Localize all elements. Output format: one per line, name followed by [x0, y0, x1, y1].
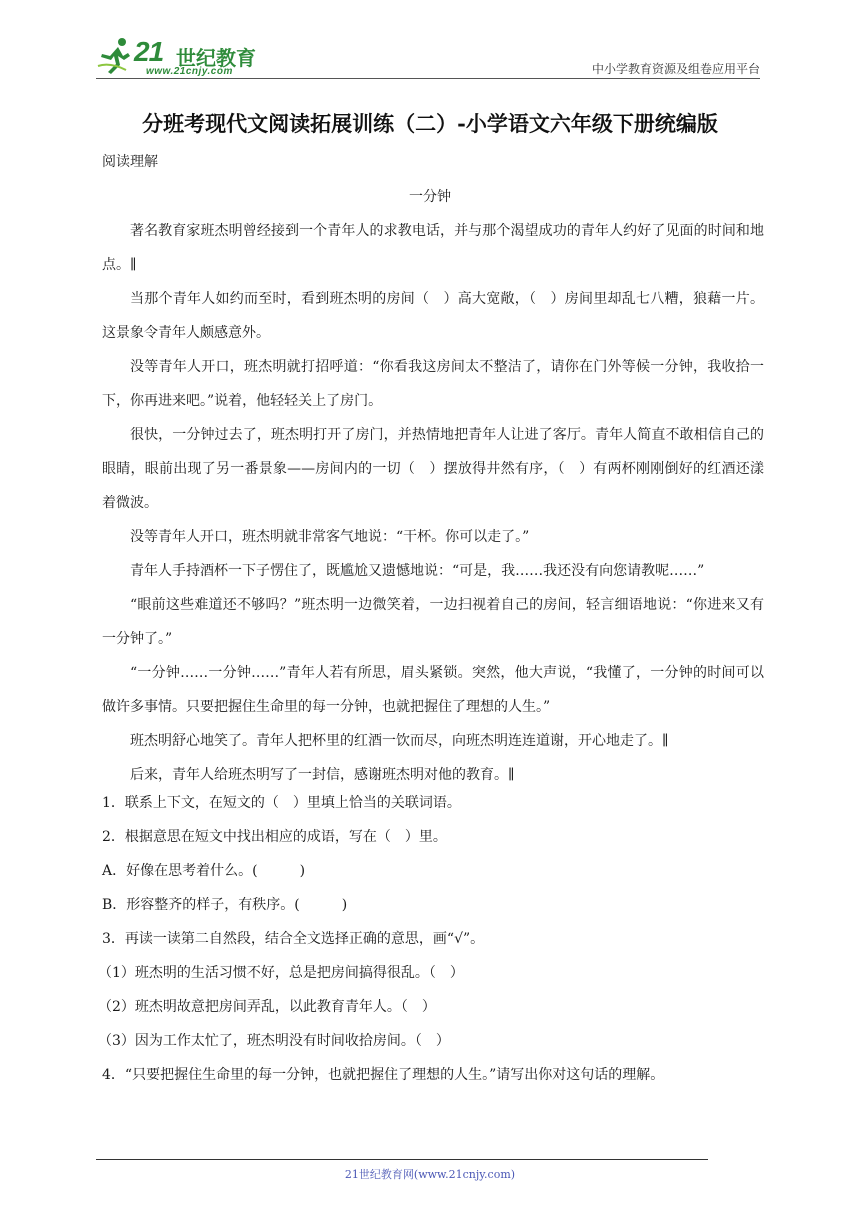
story-paragraph: 没等青年人开口，班杰明就非常客气地说：“干杯。你可以走了。” — [130, 529, 530, 545]
story-paragraph: 很快，一分钟过去了，班杰明打开了房门，并热情地把青年人让进了客厅。青年人简直不敢相信自己的眼睛，眼前出现了另一番景象——房间内的一切（ ）摆放得井然有序，（ ）有两杯刚刚倒好的红酒还漾着微波。 — [102, 427, 764, 511]
story-paragraph: 班杰明舒心地笑了。青年人把杯里的红酒一饮而尽，向班杰明连连道谢，开心地走了。∥ — [130, 733, 669, 749]
site-logo[interactable] — [96, 34, 296, 80]
question-list — [98, 786, 764, 1092]
runner-logo-icon — [96, 36, 136, 76]
section-label: 阅读理解 — [102, 154, 158, 170]
story-paragraph: 后来，青年人给班杰明写了一封信，感谢班杰明对他的教育。∥ — [130, 767, 515, 783]
header-platform-text: 中小学教育资源及组卷应用平台 — [591, 62, 760, 76]
question-item: B．形容整齐的样子，有秩序。( ) — [102, 897, 348, 913]
logo-url: www.21cnjy.com — [146, 66, 233, 77]
story-paragraph: 没等青年人开口，班杰明就打招呼道：“你看我这房间太不整洁了，请你在门外等候一分钟，我收拾一下，你再进来吧。”说着，他轻轻关上了房门。 — [102, 359, 764, 409]
question-option: （1）班杰明的生活习惯不好，总是把房间搞得很乱。（ ） — [98, 965, 464, 981]
story-paragraph: 当那个青年人如约而至时，看到班杰明的房间（ ）高大宽敞，（ ）房间里却乱七八糟，狼藉一片。这景象令青年人颇感意外。 — [102, 291, 764, 341]
page-header — [96, 34, 760, 80]
question-option: （2）班杰明故意把房间弄乱，以此教育青年人。（ ） — [98, 999, 436, 1015]
story-title: 一分钟 — [409, 189, 451, 205]
question-item: 1．联系上下文，在短文的（ ）里填上恰当的关联词语。 — [102, 795, 461, 811]
question-item: 2．根据意思在短文中找出相应的成语，写在（ ）里。 — [102, 829, 447, 845]
logo-number: 21 — [134, 36, 164, 67]
story-body — [102, 214, 764, 792]
question-option: （3）因为工作太忙了，班杰明没有时间收拾房间。（ ） — [98, 1033, 450, 1049]
logo-text: 世纪教育 — [176, 46, 256, 70]
footer-divider — [96, 1159, 708, 1160]
question-item: 4．“只要把握住生命里的每一分钟，也就把握住了理想的人生。”请写出你对这句话的理解。 — [102, 1067, 665, 1083]
header-divider — [96, 78, 760, 79]
story-paragraph: “一分钟……一分钟……”青年人若有所思，眉头紧锁。突然，他大声说，“我懂了，一分钟的时间可以做许多事情。只要把握住生命里的每一分钟，也就把握住了理想的人生。” — [102, 665, 764, 715]
story-paragraph: 著名教育家班杰明曾经接到一个青年人的求教电话，并与那个渴望成功的青年人约好了见面的时间和地点。∥ — [102, 223, 764, 273]
question-item: A．好像在思考着什么。( ) — [102, 863, 306, 879]
question-item: 3．再读一读第二自然段，结合全文选择正确的意思，画“√”。 — [102, 931, 485, 947]
document-title: 分班考现代文阅读拓展训练（二）-小学语文六年级下册统编版 — [142, 111, 718, 136]
story-paragraph: 青年人手持酒杯一下子愣住了，既尴尬又遗憾地说：“可是，我……我还没有向您请教呢……” — [130, 563, 705, 579]
footer-link[interactable]: 21世纪教育网(www.21cnjy.com) — [344, 1168, 516, 1181]
story-paragraph: “眼前这些难道还不够吗？”班杰明一边微笑着，一边扫视着自己的房间，轻言细语地说：“你进来又有一分钟了。” — [102, 597, 764, 647]
